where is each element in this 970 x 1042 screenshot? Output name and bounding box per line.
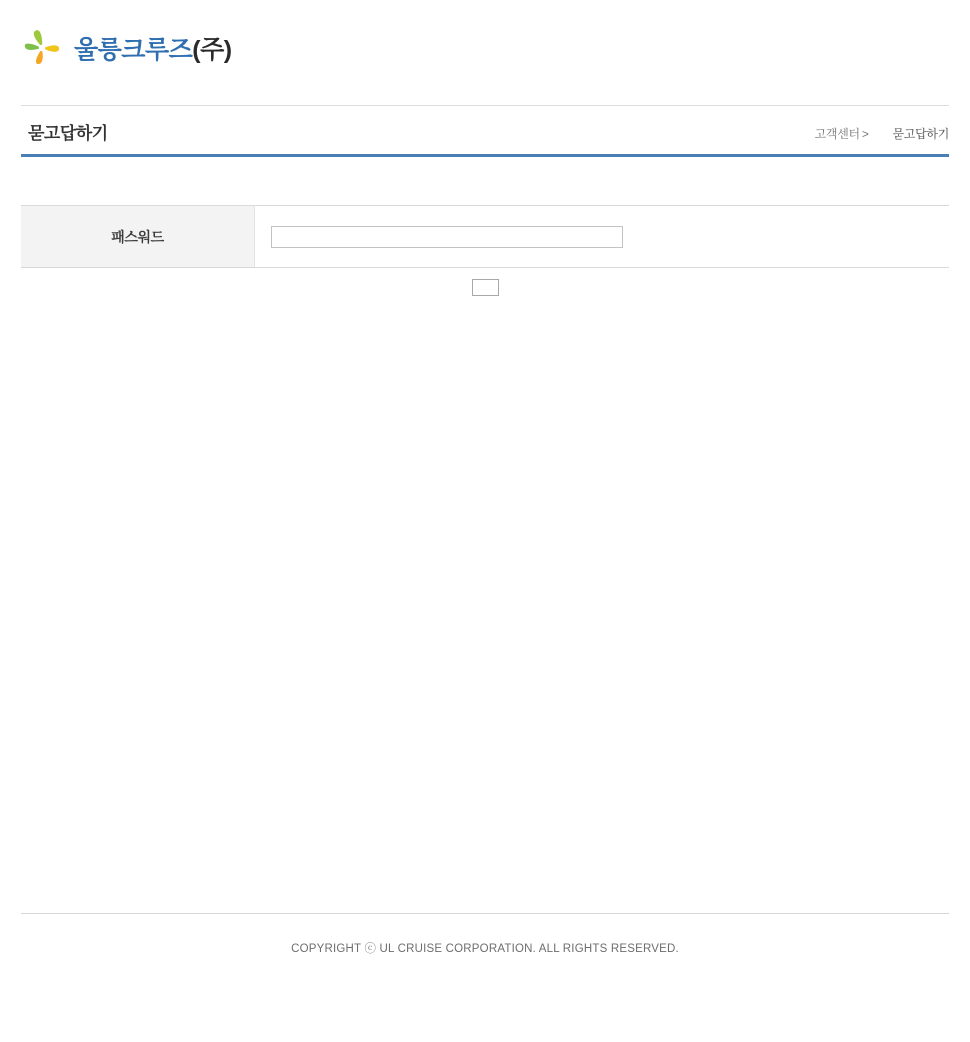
password-input[interactable] bbox=[271, 226, 623, 248]
confirm-button[interactable] bbox=[472, 279, 499, 296]
copyright-text: COPYRIGHT ⓒ UL CRUISE CORPORATION. ALL RIGHTS RESERVED. bbox=[291, 943, 679, 955]
breadcrumb-current: 묻고답하기 bbox=[892, 127, 949, 141]
breadcrumb-parent[interactable]: 고객센터 bbox=[814, 127, 860, 141]
password-row bbox=[21, 206, 949, 268]
page-title: 묻고답하기 bbox=[28, 124, 108, 143]
main-content bbox=[21, 205, 949, 300]
form-actions bbox=[21, 279, 949, 300]
pinwheel-flower-logo-icon bbox=[22, 28, 64, 72]
site-footer bbox=[0, 913, 970, 956]
logo-text-suffix: (주) bbox=[192, 35, 232, 64]
breadcrumb-separator: > bbox=[861, 127, 869, 141]
page-title-bar bbox=[21, 105, 949, 157]
site-logo-text bbox=[74, 35, 232, 64]
breadcrumb bbox=[815, 125, 949, 142]
site-header bbox=[0, 0, 970, 105]
footer-divider bbox=[21, 913, 949, 914]
site-logo-link[interactable] bbox=[22, 28, 232, 72]
password-form-table bbox=[21, 205, 949, 268]
password-label: 패스워드 bbox=[21, 206, 255, 268]
logo-text-main: 울릉크루즈 bbox=[74, 35, 193, 64]
password-input-cell bbox=[255, 206, 950, 268]
